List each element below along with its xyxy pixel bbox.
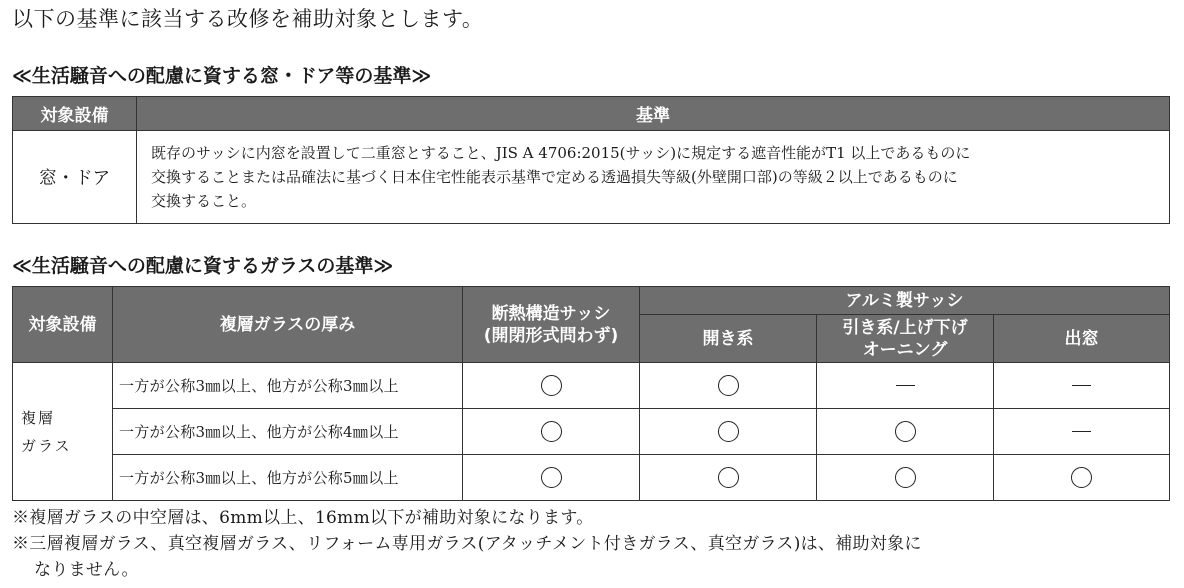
insulated-mark (463, 455, 640, 501)
criteria-cell (137, 131, 1170, 224)
intro-text: 以下の基準に該当する改修を補助対象とします。 (12, 7, 484, 31)
note-excluded-glass-cont: なりません。 (34, 560, 139, 580)
glass-col-thickness: 複層ガラスの厚み (113, 287, 463, 363)
condition-cell: 一方が公称3㎜以上、他方が公称4㎜以上 (113, 409, 463, 455)
window-door-criteria-table (12, 96, 1170, 224)
circle-mark-icon (541, 375, 562, 396)
note-excluded-glass: ※三層複層ガラス、真空複層ガラス、リフォーム専用ガラス(アタッチメント付きガラス、真空ガラス)は、補助対象に (12, 534, 922, 554)
table-row (13, 409, 1170, 455)
circle-mark-icon (1071, 467, 1092, 488)
insulated-header-line1: 断熱構造サッシ (491, 303, 611, 324)
dash-mark-icon (896, 385, 915, 386)
condition-cell: 一方が公称3㎜以上、他方が公称3㎜以上 (113, 363, 463, 409)
condition-cell: 一方が公称3㎜以上、他方が公称5㎜以上 (113, 455, 463, 501)
glass-col-aluminum: アルミ製サッシ (640, 287, 1170, 315)
glass-col-sliding (817, 315, 994, 363)
glass-col-insulated (463, 287, 640, 363)
bay-mark (994, 363, 1170, 409)
glass-equipment-line1: 複層 (21, 408, 56, 427)
insulated-mark (463, 409, 640, 455)
dash-mark-icon (1072, 431, 1091, 432)
col-equipment-header: 対象設備 (13, 97, 137, 131)
criteria-line: 既存のサッシに内窓を設置して二重窓とすること、JIS A 4706:2015(サッシ)に規定する遮音性能がT1 以上であるものに (151, 144, 971, 162)
sliding-mark (817, 409, 994, 455)
criteria-line: 交換することまたは品確法に基づく日本住宅性能表示基準で定める透過損失等級(外壁開口部)の等級２以上であるものに (151, 168, 958, 186)
circle-mark-icon (895, 467, 916, 488)
glass-col-bay: 出窓 (994, 315, 1170, 363)
notes (12, 505, 922, 583)
insulated-header-line2: (開閉形式問わず) (483, 325, 619, 346)
opening-mark (640, 363, 817, 409)
insulated-mark (463, 363, 640, 409)
sliding-header-line2: オーニング (862, 339, 948, 360)
glass-criteria-table (12, 286, 1170, 501)
sliding-header-line1: 引き系/上げ下げ (842, 317, 968, 338)
circle-mark-icon (718, 421, 739, 442)
circle-mark-icon (541, 421, 562, 442)
note-hollow-layer: ※複層ガラスの中空層は、6mm以上、16mm以下が補助対象になります。 (12, 508, 594, 528)
glass-equipment-line2: ガラス (21, 436, 72, 455)
sliding-mark (817, 363, 994, 409)
section2-heading: ≪生活騒音への配慮に資するガラスの基準≫ (12, 255, 394, 277)
glass-col-equipment: 対象設備 (13, 287, 113, 363)
opening-mark (640, 455, 817, 501)
equipment-cell: 窓・ドア (13, 131, 137, 224)
table-row (13, 455, 1170, 501)
circle-mark-icon (718, 467, 739, 488)
glass-col-opening: 開き系 (640, 315, 817, 363)
section1-heading: ≪生活騒音への配慮に資する窓・ドア等の基準≫ (12, 65, 432, 87)
table-row (13, 363, 1170, 409)
criteria-line: 交換すること。 (151, 192, 257, 210)
circle-mark-icon (718, 375, 739, 396)
glass-equipment-cell (13, 363, 113, 501)
circle-mark-icon (541, 467, 562, 488)
circle-mark-icon (895, 421, 916, 442)
bay-mark (994, 409, 1170, 455)
opening-mark (640, 409, 817, 455)
bay-mark (994, 455, 1170, 501)
col-criteria-header: 基準 (137, 97, 1170, 131)
sliding-mark (817, 455, 994, 501)
dash-mark-icon (1072, 385, 1091, 386)
